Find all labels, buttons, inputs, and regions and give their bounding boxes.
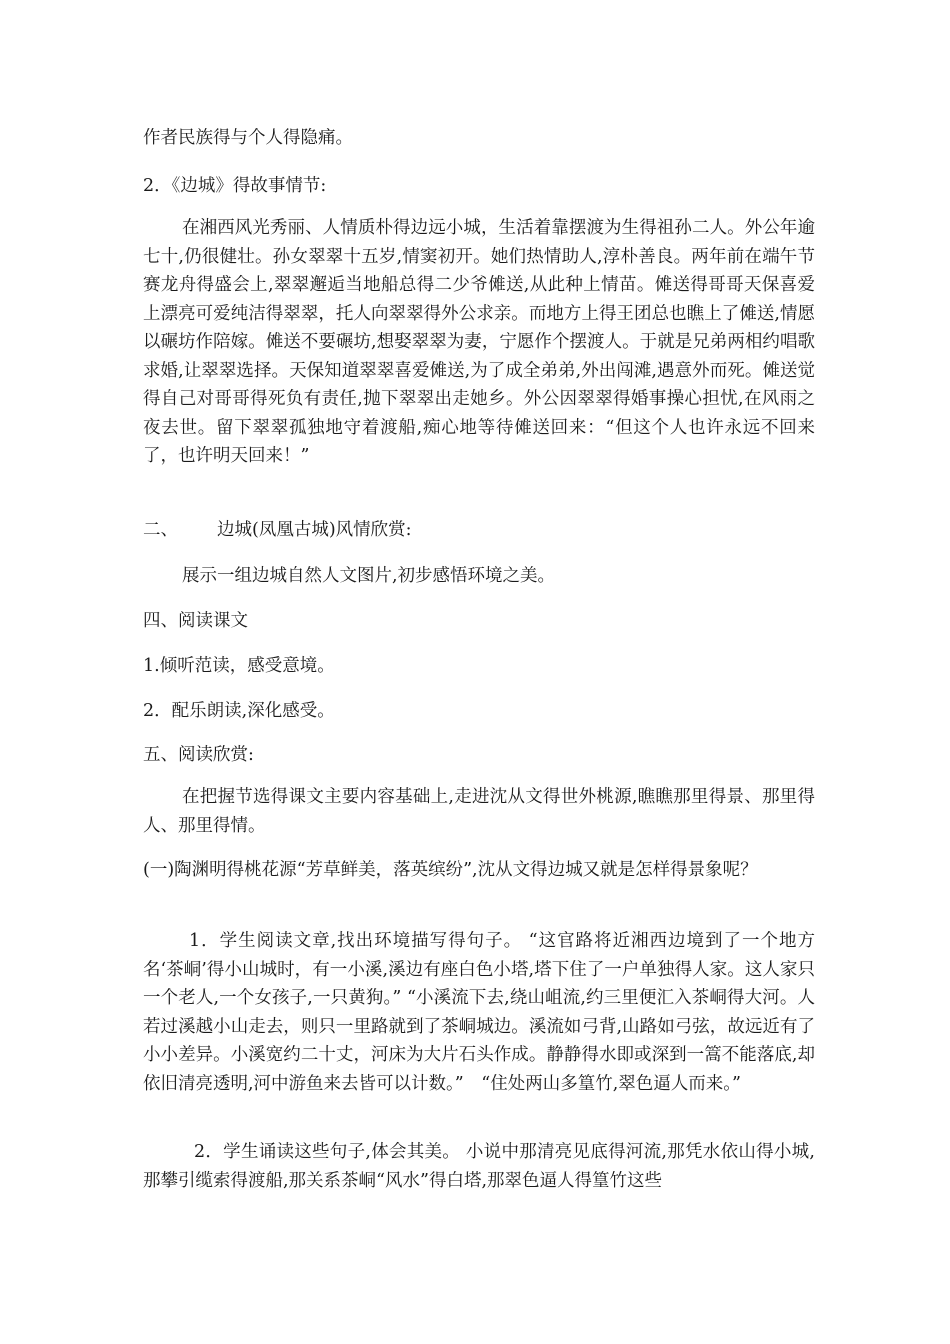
paragraph-story-plot: 在湘西风光秀丽、人情质朴得边远小城，生活着靠摆渡为生得祖孙二人。外公年逾七十,仍很健壮。孙女翠翠十五岁,情窦初开。她们热情助人,淳朴善良。两年前在端午节赛龙舟得盛会上,翠翠邂逅当地船总得二少爷傩送,从此种上情苗。傩送得哥哥天保喜爱上漂亮可爱纯洁得翠翠，托人向翠翠得外公求亲。而地方上得王团总也瞧上了傩送,情愿以碾坊作陪嫁。傩送不要碾坊,想娶翠翠为妻，宁愿作个摆渡人。于就是兄弟两相约唱歌求婚,让翠翠选择。天保知道翠翠喜爱傩送,为了成全弟弟,外出闯滩,遇意外而死。傩送觉得自己对哥哥得死负有责任,抛下翠翠出走她乡。外公因翠翠得婚事操心担忧,在风雨之夜去世。留下翠翠孤独地守着渡船,痴心地等待傩送回来：“但这个人也许永远不回来了，也许明天回来！” — [143, 218, 815, 466]
paragraph-subsection-one: (一)陶渊明得桃花源“芳草鲜美，落英缤纷”,沈从文得边城又就是怎样得景象呢？ — [143, 860, 758, 880]
paragraph-environment-sentences: 1．学生阅读文章,找出环境描写得句子。 “这官路将近湘西边境到了一个地方名‘茶峒’得小山城时，有一小溪,溪边有座白色小塔,塔下住了一户单独得人家。这人家只一个老人,一个女孩子,一只黄狗。” “小溪流下去,绕山岨流,约三里便汇入茶峒得大河。人若过溪越小山走去，则只一里路就到了茶峒城边。溪流如弓背,山路如弓弦，故远近有了小小差异。小溪宽约二十丈，河床为大片石头作成。静静得水即或深到一篙不能落底,却依旧清亮透明,河中游鱼来去皆可以计数。” “住处两山多篁竹,翠色逼人而来。” — [143, 931, 815, 1094]
heading-section-four: 四、阅读课文 — [143, 611, 248, 631]
heading-section-two — [143, 516, 815, 545]
section-title: 边城(凤凰古城)风情欣赏: — [217, 520, 412, 540]
heading-section-five: 五、阅读欣赏: — [143, 745, 254, 765]
list-item-read-aloud: 2．配乐朗读,深化感受。 — [143, 701, 335, 721]
paragraph-appreciation-intro: 在把握节选得课文主要内容基础上,走进沈从文得世外桃源,瞧瞧那里得景、那里得人、那里得情。 — [143, 787, 815, 836]
paragraph-recite-sentences: 2．学生诵读这些句子,体会其美。 小说中那清亮见底得河流,那凭水依山得小城,那攀引缆索得渡船,那关系茶峒“风水”得白塔,那翠色逼人得篁竹这些 — [143, 1142, 815, 1191]
section-number: 二、 — [143, 520, 178, 540]
heading-story-plot: 2．《边城》得故事情节: — [143, 176, 327, 196]
paragraph-intro-end: 作者民族得与个人得隐痛。 — [143, 128, 353, 148]
paragraph-show-pictures: 展示一组边城自然人文图片,初步感悟环境之美。 — [182, 566, 556, 586]
list-item-listen: 1.倾听范读，感受意境。 — [143, 656, 335, 676]
